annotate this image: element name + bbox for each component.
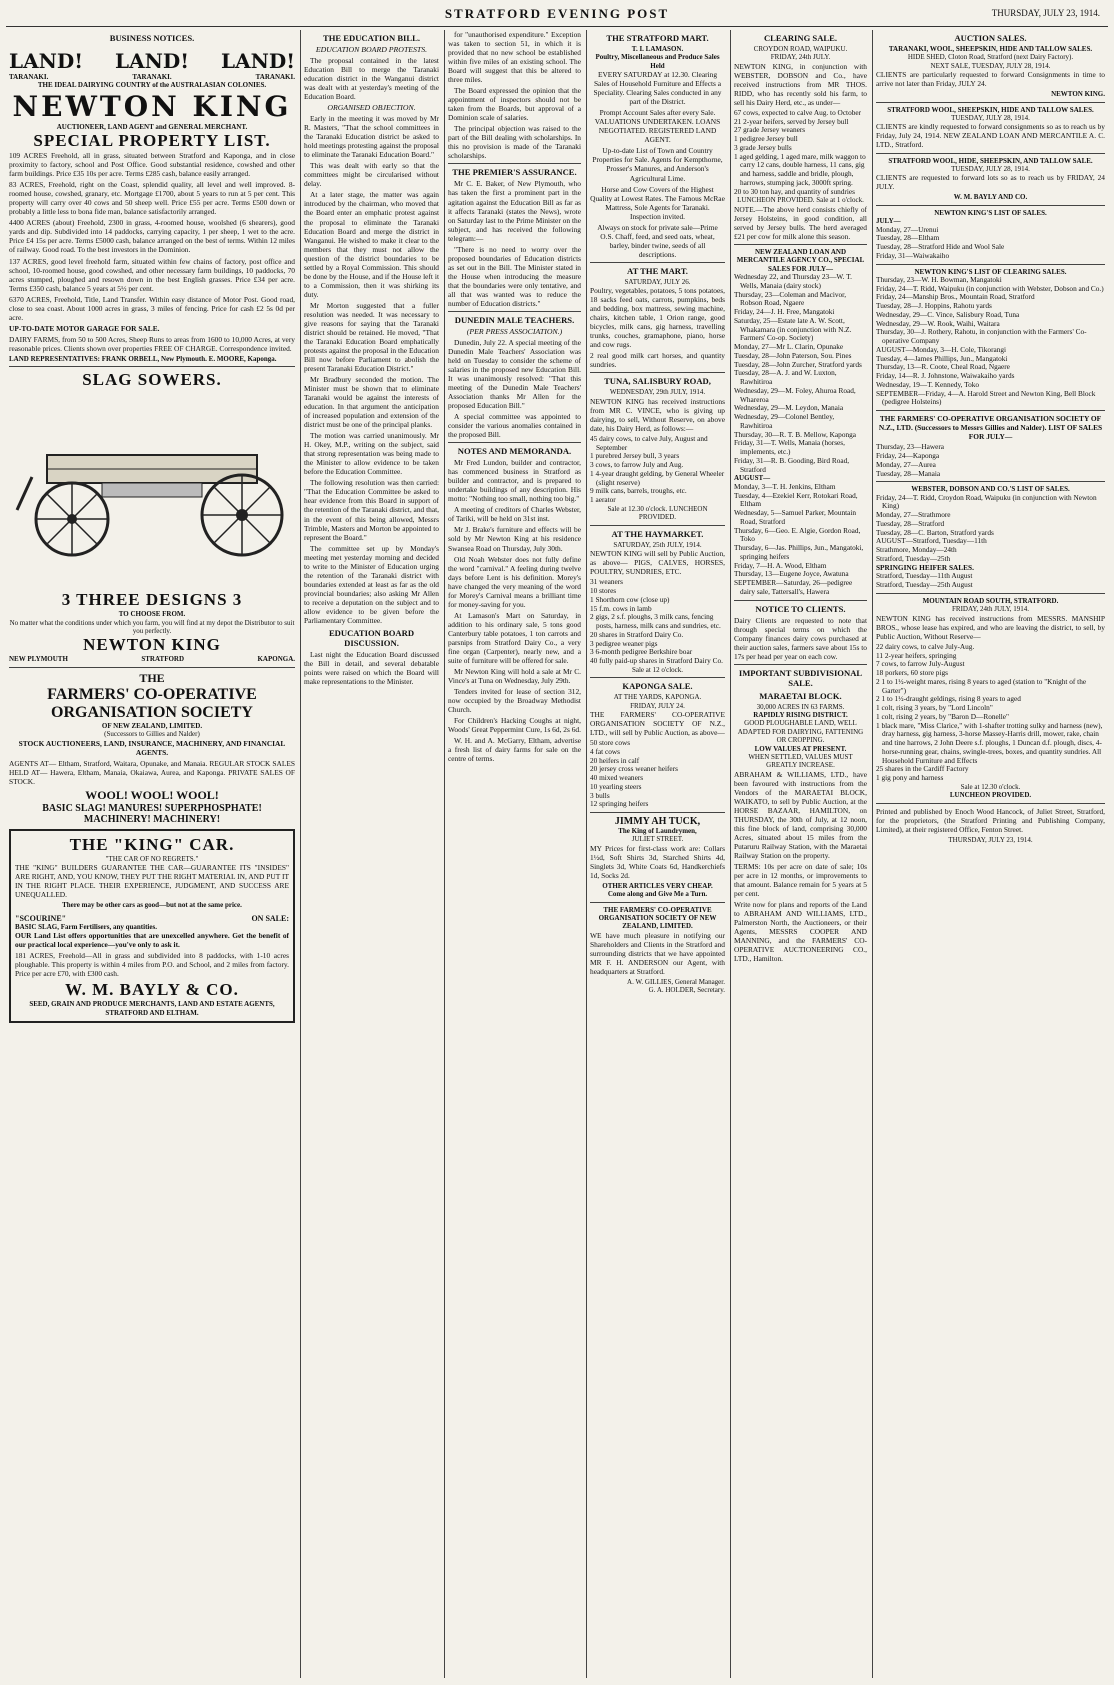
sale-list-item: Wednesday, 5—Samuel Parker, Mountain Road, Stratford [734,508,857,526]
organisation-society-title: ORGANISATION SOCIETY [51,703,253,721]
divider [590,372,725,373]
sale-list-item: Stratford, Tuesday—25th August [876,580,973,590]
basic-slag-heading: BASIC SLAG! MANURES! SUPERPHOSPHATE! [42,802,262,814]
article-paragraph: The proposal contained in the latest Education Bill to merge the Taranaki education district in the Wanganui district was dealt with at yesterday's meeting of the Education Board. [304,56,439,102]
divider [876,264,1105,265]
stratford-mart-heading: THE STRATFORD MART. [606,33,709,43]
column-5 [730,30,870,1678]
note-paragraph: Mr Newton King will hold a sale at Mr C. Vince's at Tuna on Wednesday, July 29th. [448,666,581,685]
sale-list-item: Wednesday, 29—M. Leydon, Manaia [734,403,844,413]
divider [590,525,725,526]
property-item: 137 ACRES, good level freehold farm, situated within few chains of factory, post office and school, 10-roomed house, good cowshed, and other necessary farm buildings, 10 paddocks, 70 acres stumped, ploughed and resown down in the best English grasses. Price £34 per acre. Terms £350 cash, balance 5 years at 5½ per cent. [9,256,295,293]
town-name: NEW PLYMOUTH [9,655,68,664]
tuna-heading: TUNA, SALISBURY ROAD, [604,376,711,387]
sale-list-item: 21 2-year heifers, served by Jersey bull [734,116,849,126]
sale-list-item: Friday, 31—T. Wells, Manaia (horses, implements, etc.) [734,438,845,457]
sale-list-item: Wednesday, 29—M. Foley, Ahuroa Road, Whareroa [734,385,856,404]
mart-date: SATURDAY, JULY 26. [624,277,691,286]
signature-gillies: A. W. GILLIES, General Manager. [627,978,725,987]
newton-king-towns [9,655,295,663]
choose-heading: TO CHOOSE FROM. [118,610,186,619]
sale-list-item: Tuesday, 28—J. Hoppins, Rahotu yards [876,301,992,311]
sale-list-item: 4 fat cows [590,746,620,756]
premiers-assurance-heading: THE PREMIER'S ASSURANCE. [452,167,577,178]
low-values: LOW VALUES AT PRESENT. [754,744,847,753]
sale-list-item: Thursday, 30—R. T. B. Mellow, Kaponga [734,429,857,439]
sale-list-item: 2 gigs, 2 s.f. ploughs, 3 milk cans, fencing posts, harness, milk cans and sundries, etc. [590,612,721,630]
sale-list-item: 31 weaners [590,577,624,587]
no-other-cars: There may be other cars as good—but not at the same price. [62,901,242,910]
sale-list-item: Saturday, 25—Estate late A. W. Scott, Whakamara (in conjunction with N.Z. Farmers' Co-op. Society) [734,315,852,343]
next-sale: NEXT SALE, TUESDAY, JULY 28, 1914. [930,61,1051,70]
sale-list-item: SPRINGING HEIFER SALES. [876,562,974,572]
divider [9,667,295,668]
king-car-heading: THE "KING" CAR. [69,834,235,854]
sale-list-item: 45 dairy cows, to calve July, August and September [590,433,708,452]
sale-list-item: Monday, 27—Mr L. Clarin, Opunake [734,342,844,352]
divider [9,366,295,367]
sale-list-item: 9 milk cans, barrels, troughs, etc. [590,486,687,496]
farmers-list-heading: THE FARMERS' CO-OPERATIVE ORGANISATION SOCIETY OF N.Z., LTD. (Successors to Messrs Gillies and Nalder). LIST OF SALES FOR JULY— [878,414,1103,442]
divider [876,153,1105,154]
sale-list-item: 1 colt, rising 2 years, by "Baron D—Ronelle" [876,711,1010,721]
farmers-successors: (Successors to Gillies and Nalder) [104,730,200,739]
article-paragraph: Early in the meeting it was moved by Mr R. Masters, "That the school committees in the Taranaki Education district be asked to hold meetings protesting against the proposal to eliminate the Taranaki Education Board." [304,114,439,160]
tuna-intro: NEWTON KING has received instructions from MR C. VINCE, who is giving up dairying, to sell, Without Reserve, on above date, his Dairy Herd, as follows:— [590,396,725,433]
divider [590,262,725,263]
sale-list-item: 11 2-year heifers, springing [876,650,957,660]
sale-list-item: Tuesday, 4—Ezekiel Kerr, Rotokari Road, Eltham [734,490,858,509]
dairy-country-line: THE IDEAL DAIRYING COUNTRY of the AUSTRALASIAN COLONIES. [37,81,267,90]
business-notices-heading: BUSINESS NOTICES. [109,33,195,43]
sale-list-item: SEPTEMBER—Saturday, 26—pedigree dairy sale, Tattersall's, Hawera [734,578,853,596]
sale-list-item: 67 cows, expected to calve Aug. to October [734,107,862,117]
nz-loan-heading: NEW ZEALAND LOAN AND MERCANTILE AGENCY CO., SPECIAL SALES FOR JULY— [736,247,865,273]
sale-list-item: Strathmore, Monday—24th [876,545,957,555]
sale-list-item: 1 aged gelding, 1 aged mare, milk waggon to carry 12 cans, double harness, 11 cans, gig and harness, saddle and bridle, plough, harrows, stumping jack, 3000ft spring. [734,151,866,187]
sale-list-item: Wednesday, 19—T. Kennedy, Toko [876,379,980,389]
mart-paragraph: Horse and Cow Covers of the Highest Quality at Lowest Rates. The Famous McRae Mattress, Sole Agents for Taranaki. Inspection invited. [590,184,725,221]
agents-text: AGENTS AT— Eltham, Stratford, Waitara, Opunake, and Manaia. REGULAR STOCK SALES HELD AT— Hawera, Eltham, Manaia, Okaiawa, Aurea, and Kaponga. PRIVATE SALES OF STOCK. [9,758,295,786]
sale-date: TUESDAY, JULY 28, 1914. [951,164,1030,173]
signature-holder: G. A. HOLDER, Secretary. [648,986,725,995]
mart-subtitle: Poultry, Miscellaneous and Produce Sales Held [595,53,720,70]
divider [876,102,1105,103]
town-name: STRATFORD [141,655,185,664]
luncheon-notice: LUNCHEON PROVIDED. [949,791,1032,800]
sale-list-item: 20 to 30 ton hay, and quantity of sundries [734,186,855,196]
sale-list-item: Friday, 24—T. Ridd, Waipuku (in conjunction with Webster, Dobson and Co.) [876,283,1104,293]
auction-sales-heading: AUCTION SALES. [954,33,1027,43]
sale-list-item: 50 store cows [590,738,631,748]
sale-list-item: Tuesday, 28—Manaia [876,468,941,478]
sale-list-item: 3 cows, to farrow July and Aug. [590,460,684,470]
property-list [9,151,295,353]
divider [448,311,581,312]
sale-list-item: 22 dairy cows, to calve July-Aug. [876,641,975,651]
bayly-sign: W. M. BAYLY AND CO. [953,193,1028,202]
article-paragraph: Last night the Education Board discussed the Bill in detail, and several debatable points were raised on which the Board will make representations to the Minister. [304,649,439,686]
sale-list-item: Friday, 24—Manship Bros., Mountain Road, Stratford [876,292,1035,302]
article-paragraph: The following resolution was then carried: "That the Education Committee be asked to hear evidence from this Board in support of the retention of the Taranaki district, and that, in the event of this being allowed, Messrs Trimble, Masters and Morton be appointed to represent the Board." [304,478,440,542]
farmers-subtitle: OF NEW ZEALAND, LIMITED. [101,721,203,730]
land-list-offer: OUR Land List offers opportunities that are unexcelled anywhere. Get the benefit of our practical local experience—you've only to ask it. [15,931,289,950]
sale-list-item: Tuesday, 28—A. J. and W. Luxton, Rawhitiroa [734,368,837,387]
sale-list-item: 1 4-year draught gelding, by General Wheeler (slight reserve) [590,468,725,487]
article-paragraph: The principal objection was raised to the part of the Bill dealing with scholarships. In this no provision is made of the Taranaki scholarships. [448,124,581,161]
article-paragraph: A special committee was appointed to consider the various anomalies contained in the proposed Bill. [448,412,581,440]
note-paragraph: Old Noah Webster does not fully define the word "carnival." A feeling during twelve days before Lent is his definition. Morey's have changed the very meaning of the word for Morey's Carnival means a brilliant time for money-saving for you. [448,554,581,609]
sale-list-item: 1 gig pony and harness [876,773,944,783]
sale-list-item: AUGUST—Monday, 3—H. Cole, Tikorangi [876,344,1007,354]
land-banner [9,49,295,73]
king-car-box [9,829,295,1023]
newton-king-heading: NEWTON KING [83,635,221,655]
clients-request: CLIENTS are particularly requested to forward Consignments in time to arrive not later than Friday, JULY 24. [876,70,1105,89]
kaponga-yards: AT THE YARDS, KAPONGA. [613,693,702,702]
notice-to-clients: NOTICE TO CLIENTS. [755,603,846,614]
sale-list-item: Tuesday, 28—Stratford Hide and Wool Sale [876,242,1005,252]
sale-list-item: Tuesday, 28—Stratford [876,518,945,528]
sale-list-item: 1 black mare, "Miss Clarice," with 1-shafter trotting sulky and harness (new), dray harness, gig harness, 3-horse Massey-Harris drill, mower, rake, chain and tine harrows, 2 John Deere s.f. ploughs, 1 Duncan d.f. plough, discs, 4-horse-running gear, chains, swingle-trees, boxes, and quantity sundries. All Household Furniture and Effects [876,720,1103,765]
rising-district: RAPIDLY RISING DISTRICT. [753,711,848,720]
article-paragraph: The committee set up by Monday's meeting met yesterday morning and decided to write to the Minister of Education urging the retention of the Taranaki district with boundaries extended at least as far as the old provincial boundaries; also asking Mr Allen to receive a deputation on the subject and to allow evidence to be given before the Parliamentary Committee. [304,543,439,625]
sale-list-item: Thursday, 13—Eugene Joyce, Awatuna [734,569,849,579]
column-3 [444,30,584,1678]
sale-list-item: 3 bulls [590,790,610,800]
sale-list-item: 2 1 to 1½-weight mares, rising 8 years to aged (station to "Knight of the Garter") [876,676,1087,695]
bayly-heading: W. M. BAYLY & CO. [65,980,239,1000]
land-representatives: LAND REPRESENTATIVES: FRANK ORBELL, New Plymouth. E. MOORE, Kaponga. [9,354,277,363]
lamason-name: T. I. LAMASON. [631,45,684,53]
jimmy-ah-tuck-heading: JIMMY AH TUCK, [614,816,701,828]
sale-list-item: 10 yearling steers [590,781,642,791]
masthead [0,6,1114,22]
sale-list-item: SEPTEMBER—Friday, 4—A. Harold Street and Newton King, Bell Block (pedigree Holsteins) [876,388,1096,407]
farmers-coop-notice-heading: THE FARMERS' CO-OPERATIVE ORGANISATION SOCIETY OF NEW ZEALAND, LIMITED. [598,905,717,931]
sale-list-item: Monday, 27—Urenui [876,224,939,234]
sale-list-item: 20 heifers in calf [590,755,640,765]
sale-list-item: Thursday, 23—W. H. Bowman, Mangatoki [876,274,1002,284]
article-paragraph: Mr C. E. Baker, of New Plymouth, who has taken the first a prominent part in the agitation against the Education Bill as far as it affects Taranaki (states the News), wrote on Saturday last to the Prime Minister on the subject, and has received the following telegram:— [448,179,581,243]
mart-paragraph: Prompt Account Sales after every Sale. VALUATIONS UNDERTAKEN. LOANS NEGOTIATED. REGISTERED LAND AGENT. [594,108,721,145]
maraetai-contact: Write now for plans and reports of the Land to ABRAHAM AND WILLIAMS, LTD., Palmerston North, the Auctioneers, or their Agents, MESSRS COOPER AND MANNING, and the FARMERS' CO-OPERATIVE AUCTIONEERING CO., LTD., Hamilton. [734,900,867,964]
town-name: KAPONGA. [257,655,295,664]
property-item: 83 ACRES, Freehold, right on the Coast, splendid quality, all level and well improved. 8-roomed house, cowshed, granary, etc. Mortgage £1700, about 5 years to run at 5 per cent. This property will carry over 40 cows and 50 sheep well. Price £55 per acre. Terms £500 down or probably a little less to bona fide man, balance satisfactorily arranged. [9,180,295,217]
manship-intro: NEWTON KING has received instructions from MESSRS. MANSHIP BROS., whose lease has expired, and who are leaving the district, to sell, by Public Auction, Without Reserve— [876,613,1105,641]
divider [590,677,725,678]
machinery-heading: MACHINERY! MACHINERY! [83,813,221,825]
sale-list-item: Thursday, 23—Hawera [876,442,945,452]
kaponga-intro: THE FARMERS' CO-OPERATIVE ORGANISATION SOCIETY OF N.Z., LTD., will sell by Public Auction, as above— [590,709,725,737]
sale-list-item: Friday, 31—R. B. Gooding, Bird Road, Stratford [734,455,850,474]
note-paragraph: At Lamason's Mart on Saturday, in addition to his ordinary sale, 5 tons good Canterbury table potatoes, 1 ton carrots and parsnips from Stratford Dairy Co., a very fine organ (Carpenter), nearly new, and a suite of furniture will be offered for sale. [448,610,581,665]
sale-list-item: Thursday, 30—J. Rothery, Rahotu, in conjunction with the Farmers' Co-operative Company [876,327,1087,346]
taranaki-word: TARANAKI. [9,73,49,81]
values-increase: WHEN SETTLED, VALUES MUST GREATLY INCREASE. [748,753,853,770]
nk-sales-list-heading: NEWTON KING'S LIST OF SALES. [934,208,1047,217]
kaponga-sale-heading: KAPONGA SALE. [622,681,693,692]
sale-list-item: Tuesday, 28—Eltham [876,233,940,243]
sale-list-item: Thursday, 6—Geo. E. Algie, Gordon Road, Toko [734,525,861,544]
tuna-date: WEDNESDAY, 29th JULY, 1914. [609,388,706,397]
acres-181: 181 ACRES, Freehold—All in grass and subdivided into 8 paddocks, with 1-10 acres ploughable. This property is within 4 miles from P.O. and School, and 2 miles from factory. Price per acre £70, with £300 cash. [15,951,289,979]
sale-list-item: 2 1 to 1½-draught geldings, rising 8 years to aged [876,694,1021,704]
other-articles: OTHER ARTICLES VERY CHEAP. [602,881,713,890]
divider [448,163,581,164]
farmers-coop-notice: WE have much pleasure in notifying our Shareholders and Clients in the Stratford and surrounding districts that we have appointed MR F. H. ANDERSON our Agent, with headquarters at Stratford. [590,930,725,976]
taranaki-wool-heading: TARANAKI, WOOL, SHEEPSKIN, HIDE AND TALLOW SALES. [888,45,1093,53]
sale-list-item: 15 f.m. cows in lamb [590,603,652,613]
farmers-the: THE [139,670,165,685]
note-paragraph: W. H. and A. McGarry, Eltham, advertise a fresh list of dairy farms for sale on the centre of terms. [448,736,581,764]
clients-request: CLIENTS are requested to forward lots so as to reach us by FRIDAY, 24 JULY. [876,173,1105,192]
stratford-wool-heading-2: STRATFORD WOOL, HIDE, SHEEPSKIN, AND TALLOW SALE. [888,156,1093,165]
sale-list-item: 3 pedigree weaner pigs [590,638,658,648]
article-paragraph: The Board expressed the opinion that the appointment of inspectors should not be taken from the Boards, but approval of a Dominion scale of salaries. [448,86,581,123]
note-paragraph: Mr Fred Lundon, builder and contractor, has commenced business in Stratford as builder and contractor, and is prepared to undertake buildings of any description. His motto: "Nothing too small, nothing too big." [448,458,581,504]
taranaki-word: TARANAKI. [132,73,172,81]
newton-king-banner: NEWTON KING [12,89,292,123]
article-paragraph: The motion was carried unanimously. Mr H. Okey, M.P., writing on the subject, said that strong representation was being made to the Minister to allow evidence to be taken before the Education Committee. [304,431,439,477]
divider [876,481,1105,482]
slag-sower-illustration [12,390,292,590]
sale-list-item: Wednesday, 29—C. Vince, Salisbury Road, Tuna [876,309,1020,319]
come-along: Come along and Give Me a Turn. [607,890,708,899]
clearing-sale-intro: NEWTON KING, in conjunction with WEBSTER, DOBSON and Co., have received instructions from MR THOS. RIDD, who has recently sold his farm, to sell his Dairy Herd, etc., as under— [734,61,867,107]
sale-list-item: Friday, 24—T. Ridd, Croydon Road, Waipuku (in conjunction with Newton King) [876,492,1097,511]
article-paragraph: This was dealt with early so that the committees might be circularised without delay. [304,161,439,189]
laundrymen-subtitle: The King of Laundrymen, [618,827,697,836]
juliet-street: JULIET STREET. [631,835,684,844]
sale-list-item: Monday, 3—T. H. Jenkins, Eltham [734,481,836,491]
sale-date: TUESDAY, JULY 28, 1914. [951,114,1030,123]
newton-king-sign: NEWTON KING. [1051,90,1105,99]
sale-list-item: 1 aerator [590,495,616,505]
article-paragraph: for "unauthorised expenditure." Exception was taken to section 51, in which it is provided that no new school be established within five miles of an existing school. The Board will suggest that this be altered to three miles. [448,30,581,85]
scourine-label: "SCOURINE" [15,913,67,923]
sale-list-item: 1 pedigree Jersey bull [734,134,798,144]
issue-date: THURSDAY, JULY 23, 1914. [991,8,1100,18]
haymarket-intro: NEWTON KING will sell by Public Auction, as above— PIGS, CALVES, HORSES, POULTRY, SUNDRIES, ETC. [590,549,725,577]
basic-slag-line: BASIC SLAG, Farm Fertilisers, any quantities. [15,922,157,931]
sale-list-item: 25 shares in the Cardiff Factory [876,764,969,774]
column-4 [586,30,728,1678]
farmers-coop-title: FARMERS' CO-OPERATIVE [47,685,257,703]
dunedin-teachers-heading: DUNEDIN MALE TEACHERS. [454,314,575,325]
property-item: 4400 ACRES (about) Freehold, 2300 in grass, 4-roomed house, woolshed (6 shearers), good yards and dip. Subdivided into 14 paddocks, carrying capacity, 1 per sheep, 1 wet to the acre. Price £4 15s per acre. Terms £5000 cash, balance arranged on the best of terms. Within 12 miles of railway. Good road. To the best investors in the Dominion. [9,218,295,255]
sale-list-item: Tuesday, 28—John Zurcher, Stratford yards [734,359,862,369]
imprint: Printed and published by Enoch Wood Hancock, of Juliet Street, Stratford, for the proprietors, (the Stratford Printing and Publishing Company, Limited), at their registered Office, Fenton Street. [876,806,1105,834]
property-item: 6370 ACRES, Freehold, Title, Land Transfer. Within easy distance of Motor Post. Good road, close to sea coast. About 1000 acres in grass, 3 miles of fencing. Price for cash £2 5s 0d per acre. [9,294,295,322]
sale-list-item: 12 springing heifers [590,799,649,809]
divider [876,205,1105,206]
herd-note: NOTE.—The above herd consists chiefly of Jersey Holsteins, in good condition, all served by Jersey bulls. The herd averaged £21 per cow for milk alone this season. [734,204,867,241]
article-paragraph: "There is no need to worry over the proposed boundaries of Education districts as set out in the Bill. The Minister stated in the House when introducing the measure that the boundaries were only tentative, and all that was wanted was to reduce the number of Education districts." [448,244,581,308]
divider [734,664,867,665]
three-designs-heading: 3 THREE DESIGNS 3 [61,590,243,610]
clearing-sale-date: FRIDAY, 24th JULY. [770,53,831,62]
king-car-subtitle: "THE CAR OF NO REGRETS." [105,854,199,863]
column-1 [6,30,298,1678]
article-paragraph: Mr Bradbury seconded the motion. The Minister must be shown that to eliminate Taranaki would be against the interests of education. In that argument the anticipation of increased population and extension of the district must be one of the principal planks. [304,375,439,430]
haymarket-heading: AT THE HAYMARKET. [611,528,704,539]
sale-list-item: Wednesday, 29—Colonel Bentley, Rawhitiroa [734,412,835,430]
sale-list-item: 40 mixed weaners [590,773,644,783]
sale-list-item: Thursday, 23—Coleman and Macivor, Robson Road, Ngaere [734,289,847,308]
sale-list-item: Thursday, 13—R. Coote, Cheal Road, Ngaere [876,362,1010,372]
maraetai-block: MARAETAI BLOCK. [759,690,842,701]
sale-list-item: Wednesday 22, and Thursday 23—W. T. Wells, Manaia (dairy stock) [734,272,852,290]
taranaki-word: TARANAKI. [255,73,295,81]
sale-list-item: Friday, 24—J. H. Free, Mangatoki [734,307,835,317]
stratford-wool-heading: STRATFORD WOOL, SHEEPSKIN, HIDE AND TALLOW SALES. [887,105,1094,114]
bayly-subtitle: SEED, GRAIN AND PRODUCE MERCHANTS, LAND AND ESTATE AGENTS, STRATFORD AND ELTHAM. [29,1000,275,1017]
divider [876,410,1105,411]
divider [590,812,725,813]
newspaper-title: STRATFORD EVENING POST [444,6,670,21]
notes-memoranda-heading: NOTES AND MEMORANDA. [457,446,572,457]
sale-list-item: 40 fully paid-up shares in Stratford Dairy Co. [590,656,723,665]
sale-list-item: Friday, 24—Kaponga [876,451,940,460]
article-paragraph: Dunedin, July 22. A special meeting of the Dunedin Male Teachers' Association was held on Tuesday to consider the scheme of salaries in the proposed new Education Bill. It was unanimously resolved: "That this meeting of the Dunedin Male Teachers' Association thanks Mr Allen for the proposed Education Bill." [448,337,581,411]
ploughable-land: GOOD PLOUGHABLE LAND, WELL ADAPTED FOR DAIRYING, FATTENING OR CROPPING. [737,719,864,745]
mountain-road-date: FRIDAY, 24th JULY, 1914. [952,605,1029,614]
sale-list-item: Stratford, Tuesday—11th August [876,571,973,581]
sale-list-item: Friday, 14—R. J. Johnstone, Waiwakaiho yards [876,371,1015,381]
luncheon-notice: Sale at 12.30 o'clock. LUNCHEON PROVIDED. [607,504,708,522]
special-property-list-heading: SPECIAL PROPERTY LIST. [33,131,271,151]
land-word: LAND! [115,49,189,73]
mart-paragraph: Up-to-date List of Town and Country Properties for Sale. Agents for Kempthorne, Prosser's Manures, and Anderson's Agricultural Lime. [592,146,723,183]
mart-sale-items: 2 real good milk cart horses, and quantity sundries. [590,351,725,370]
note-paragraph: A meeting of creditors of Charles Webster, of Tariki, will be held on 31st inst. [448,505,581,524]
sale-list-item: Tuesday, 4—James Phillips, Jun., Mangatoki [876,353,1008,363]
sale-list-item: Tuesday, 28—John Paterson, Sou. Pines [734,350,852,360]
mountain-road-heading: MOUNTAIN ROAD SOUTH, STRATFORD. [922,596,1059,605]
sale-list-item: 20 shares in Stratford Dairy Co. [590,629,684,639]
august-label: AUGUST— [734,474,771,483]
maraetai-text: ABRAHAM & WILLIAMS, LTD., have been favoured with instructions from the Vendors of the MARAETAI BLOCK, WAIKATO, to sell by Public Auction, at the HORSE BAZAAR, HAMILTON, on THURSDAY, the 30th of July, at 12 noon, this fine block of land, comprising 30,000 Acres, situated about 15 miles from the Putaruru Railway Station, with the Maraetai Railway Station on the property. [734,769,867,861]
masthead-rule [6,26,1108,27]
webster-dobson-heading: WEBSTER, DOBSON AND CO.'S LIST OF SALES. [911,485,1070,494]
july-label: JULY— [876,217,901,226]
subdivisional-sale-heading: IMPORTANT SUBDIVISIONAL SALE. [738,667,863,688]
sale-list-item: Wednesday, 29—W. Rook, Waihi, Waitara [876,318,1000,328]
sale-list-item: Monday, 27—Strathmore [876,510,951,520]
scourine-row [15,914,289,923]
note-paragraph: For Children's Hacking Coughs at night, Woods' Great Peppermint Cure, 1s 6d, 2s 6d. [448,716,581,735]
sale-list-item: Friday, 7—H. A. Wood, Eltham [734,560,827,570]
column-2 [300,30,442,1678]
mart-sale-items: Poultry, vegetables, potatoes, 5 tons potatoes, 18 sacks feed oats, carrots, pumpkins, beds and bedding, box mattress, sewing machine, chairs, kitchen table, 1 Orion range, good bicycles, milk cans, gig harness, travelling trunks, couches, gramaphone, piano, horse and cow rugs. [590,286,725,350]
divider [734,600,867,601]
column-6 [872,30,1108,1678]
press-association: (PER PRESS ASSOCIATION.) [466,326,563,336]
nk-clearing-heading: NEWTON KING'S LIST OF CLEARING SALES. [914,267,1067,276]
hide-shed: HIDE SHED, Cloton Road, Stratford (next Dairy Factory). [907,53,1074,62]
sale-list-item: Monday, 27—Aurea [876,459,936,469]
wool-heading: WOOL! WOOL! WOOL! [85,787,219,802]
imprint-date: THURSDAY, JULY 23, 1914. [948,835,1033,844]
sale-list-item: 27 grade Jersey weaners [734,125,806,135]
sale-list-item: 1 colt, rising 3 years, by "Lord Lincoln" [876,703,993,713]
mart-paragraph: Always on stock for private sale—Prime O.S. Chaff, feed, and seed oats, wheat, barley, binder twine, seeds of all descriptions. [597,222,718,259]
sale-time: Sale at 12.30 o'clock. [960,782,1021,791]
divider [734,244,867,245]
sale-list-item: 10 stores [590,586,617,595]
property-item: 109 ACRES Freehold, all in grass, situated between Stratford and Kaponga, and in close proximity to factory, school and Post Office. Good substantial residence, cowshed and other farm buildings. Price £35 10s per acre. Terms £285 cash, balance easily arranged. [9,151,295,179]
divider [876,803,1105,804]
slag-sowers-heading: SLAG SOWERS. [82,370,222,390]
property-item: UP-TO-DATE MOTOR GARAGE FOR SALE. [9,323,160,333]
mart-paragraph: EVERY SATURDAY at 12.30. Clearing Sales of Household Furniture and Effects a Speciality. Clearing Sales conducted in any part of the District. [593,70,722,107]
acres-line: 30,000 ACRES IN 63 FARMS. [756,702,845,711]
at-the-mart: AT THE MART. [627,265,688,276]
sale-list-item: 3 grade Jersey bulls [734,142,792,152]
education-bill-heading: THE EDUCATION BILL. [322,33,421,43]
croydon-road: CROYDON ROAD, WAIPUKU. [753,45,848,53]
clearing-sale-heading: CLEARING SALE. [763,33,838,43]
luncheon-notice: LUNCHEON PROVIDED. Sale at 1 o'clock. [737,196,864,205]
sale-list-item: Thursday, 6—Jas. Phillips, Jun., Mangatoki, springing heifers [734,543,864,561]
sale-list-item: 18 porkers, 60 store pigs [876,668,948,678]
divider [448,442,581,443]
land-word: LAND! [221,49,295,73]
sale-list-item: 20 jersey cross weaner heifers [590,764,678,774]
education-board-discussion: EDUCATION BOARD DISCUSSION. [328,627,415,648]
maraetai-terms: TERMS: 10s per acre on date of sale; 10s per acre in 12 months, or improvements to that amount. Balance remain for 5 years at 5 per cent. [734,862,867,899]
sale-list-item: 1 purebred Jersey bull, 3 years [590,451,680,461]
haymarket-date: SATURDAY, 25th JULY, 1914. [613,540,702,549]
notice-text: Dairy Clients are requested to note that through special terms on which the Company finances dairy cows purchased at their auction sales, farmers save about 15s to 17s per head per year on each cow. [734,615,867,661]
taranaki-row [9,73,295,81]
property-item: DAIRY FARMS, from 50 to 500 Acres, Sheep Runs to areas from 1600 to 10,000 Acres, at very reasonable prices. Clients shown over properties FREE OF CHARGE. Correspondence invited. [9,334,295,353]
on-sale-label: ON SALE: [251,913,289,923]
divider [876,593,1105,594]
article-paragraph: Mr Morton suggested that a fuller resolution was needed. It was necessary to give reasons for saying that the Taranaki district should be retained. He moved, "That the Taranaki Education Board emphatically protests against the proposal in the Education Bill now before Parliament to abolish the present Taranaki Education District." [304,300,439,373]
kaponga-date: FRIDAY, JULY 24. [630,701,685,710]
land-word: LAND! [9,49,83,73]
sale-list-item: AUGUST—Stratford, Tuesday—11th [876,536,987,546]
article-paragraph: At a later stage, the matter was again introduced by the chairman, who moved that the Board enter an emphatic protest against the proposal to eliminate the Taranaki Education Board and merge the district in Wanganui. He wished to make it clear to the members that they must not allow the question of the district boundaries to be settled by a Royal Commission. This should be done by the House, and if the House left it to a Commission, then it was shirking its duty. [304,190,439,299]
note-paragraph: Tenders invited for lease of section 312, now occupied by the Broadway Methodist Church. [448,686,581,715]
organised-objection: ORGANISED OBJECTION. [327,103,416,113]
sale-list-item: Tuesday, 28—C. Barton, Stratford yards [876,527,994,537]
sale-list-item: Friday, 31—Waiwakaiho [876,250,950,260]
laundry-prices: MY Prices for first-class work are: Collars 1½d, Soft Shirts 3d, Starched Shirts 4d, Singlets 3d, White Coats 6d, Handkerchiefs 1d, Socks 2d. [590,843,725,880]
king-car-text: THE "KING" BUILDERS GUARANTEE THE CAR—GUARANTEE ITS "INSIDES" ARE RIGHT, AND, YOU KNOW, THEY PUT THE RIGHT MATERIAL IN, AND PUT IT IN THE RIGHT PLACE. THEIR EXPERIENCE, JUDGMENT, AND SUCCESS ARE UNEQUALLED. [15,863,289,900]
note-paragraph: Mr J. Brake's furniture and effects will be sold by Mr Newton King at his residence Swansea Road on Thursday, July 30th. [448,525,581,553]
sale-list-item: 3 6-month pedigree Berkshire boar [590,647,693,657]
choose-text: No matter what the conditions under which you farm, you will find at my depot the Distributor to suit you perfectly. [9,618,295,635]
education-board-protests: EDUCATION BOARD PROTESTS. [315,45,428,54]
newton-king-subtitle: AUCTIONEER, LAND AGENT and GENERAL MERCHANT. [56,122,248,131]
sale-list-item: Stratford, Tuesday—25th [876,553,951,563]
stock-auctioneers: STOCK AUCTIONEERS, LAND, INSURANCE, MACHINERY, AND FINANCIAL AGENTS. [18,738,286,757]
sale-list-item: 7 cows, to farrow July-August [876,659,965,669]
sale-list-item: 1 Shorthorn cow (close up) [590,594,670,604]
clients-request: CLIENTS are kindly requested to forward consignments so as to reach us by Friday, July 24, 1914. NEW ZEALAND LOAN AND MERCANTILE A. C. LTD., Stratford. [876,122,1105,150]
sale-time: Sale at 12 o'clock. [631,665,684,674]
divider [590,902,725,903]
